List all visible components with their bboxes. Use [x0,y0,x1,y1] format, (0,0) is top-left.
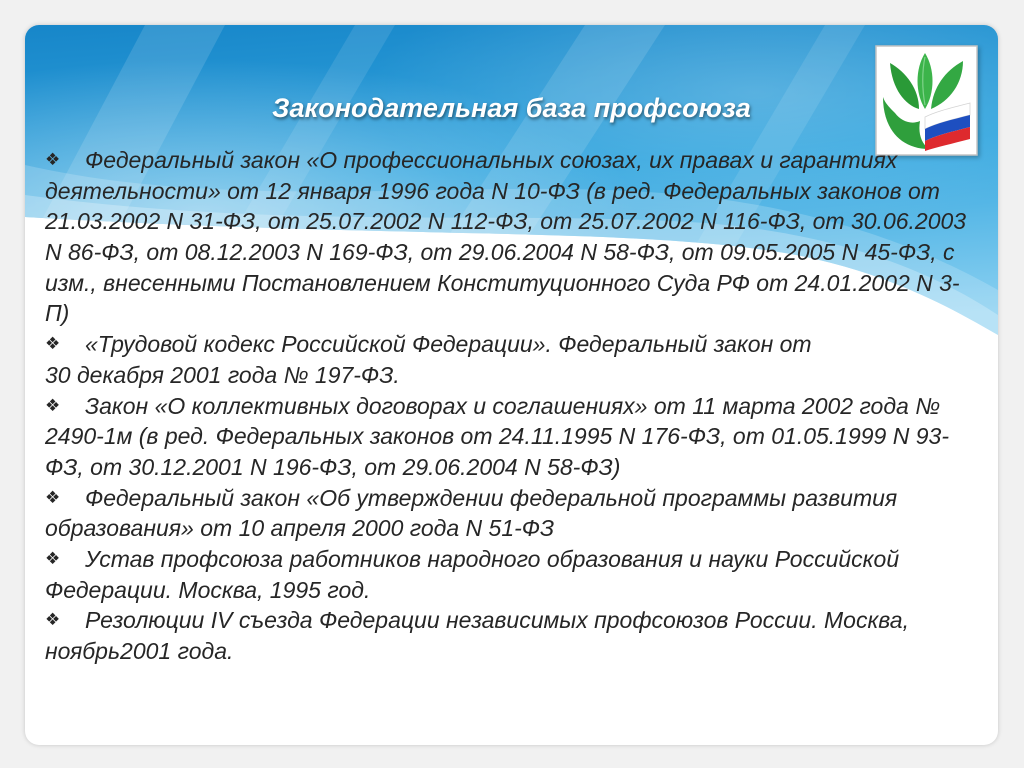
list-item-line [45,145,990,176]
list-item-line: деятельности» от 12 января 1996 года N 10-ФЗ (в ред. Федеральных законов от [45,177,940,204]
list-item-line [45,391,990,422]
list-item-line: 2490-1м (в ред. Федеральных законов от 24.11.1995 N 176-ФЗ, от 01.05.1999 N 93- [45,423,949,450]
list-item-text: Резолюции IV съезда Федерации независимых профсоюзов России. Москва, [85,607,909,634]
slide-title: Законодательная база профсоюза [272,93,751,123]
list-item-text: Федеральный закон «Об утверждении федеральной программы развития [85,484,898,511]
list-item [45,544,990,605]
bullet-marker: ❖ [45,610,61,631]
list-item-text: Закон «О коллективных договорах и соглашениях» от 11 марта 2002 года № [85,392,941,419]
bullet-marker: ❖ [45,150,61,170]
list-item-line: N 86-ФЗ, от 08.12.2003 N 169-ФЗ, от 29.06.2004 N 58-ФЗ, от 09.05.2005 N 45-ФЗ, с [45,239,955,266]
bullet-marker: ❖ [45,334,61,355]
list-item [45,605,990,666]
list-item-line: образования» от 10 апреля 2000 года N 51-ФЗ [45,515,555,542]
list-item-line [45,544,990,575]
list-item [45,483,990,544]
list-item [45,329,990,390]
list-item-line: изм., внесенными Постановлением Конституционного Суда РФ от 24.01.2002 N 3- [45,269,960,296]
list-item [45,145,990,329]
list-item-line [45,605,990,636]
bullet-marker: ❖ [45,548,61,569]
list-item-text: «Трудовой кодекс Российской Федерации». Федеральный закон от [85,331,812,358]
list-item-line: 30 декабря 2001 года № 197-ФЗ. [45,361,400,388]
list-item-line [45,329,990,360]
list-item-line [45,483,990,514]
bullet-marker: ❖ [45,395,61,416]
list-item-text: Устав профсоюза работников народного образования и науки Российской [85,545,900,572]
list-item-line: ФЗ, от 30.12.2001 N 196-ФЗ, от 29.06.2004 N 58-ФЗ) [45,453,621,480]
bullet-marker: ❖ [45,487,61,508]
list-item-line: П) [45,300,70,327]
list-item-line: Федерации. Москва, 1995 год. [45,576,371,603]
list-item-line: ноябрь2001 года. [45,638,234,664]
list-item-text: Федеральный закон «О профессиональных союзах, их правах и гарантиях [85,147,898,173]
list-item-line: 21.03.2002 N 31-ФЗ, от 25.07.2002 N 112-ФЗ, от 25.07.2002 N 116-ФЗ, от 30.06.2003 [45,208,967,235]
bullet-list [45,145,990,667]
list-item [45,391,990,483]
